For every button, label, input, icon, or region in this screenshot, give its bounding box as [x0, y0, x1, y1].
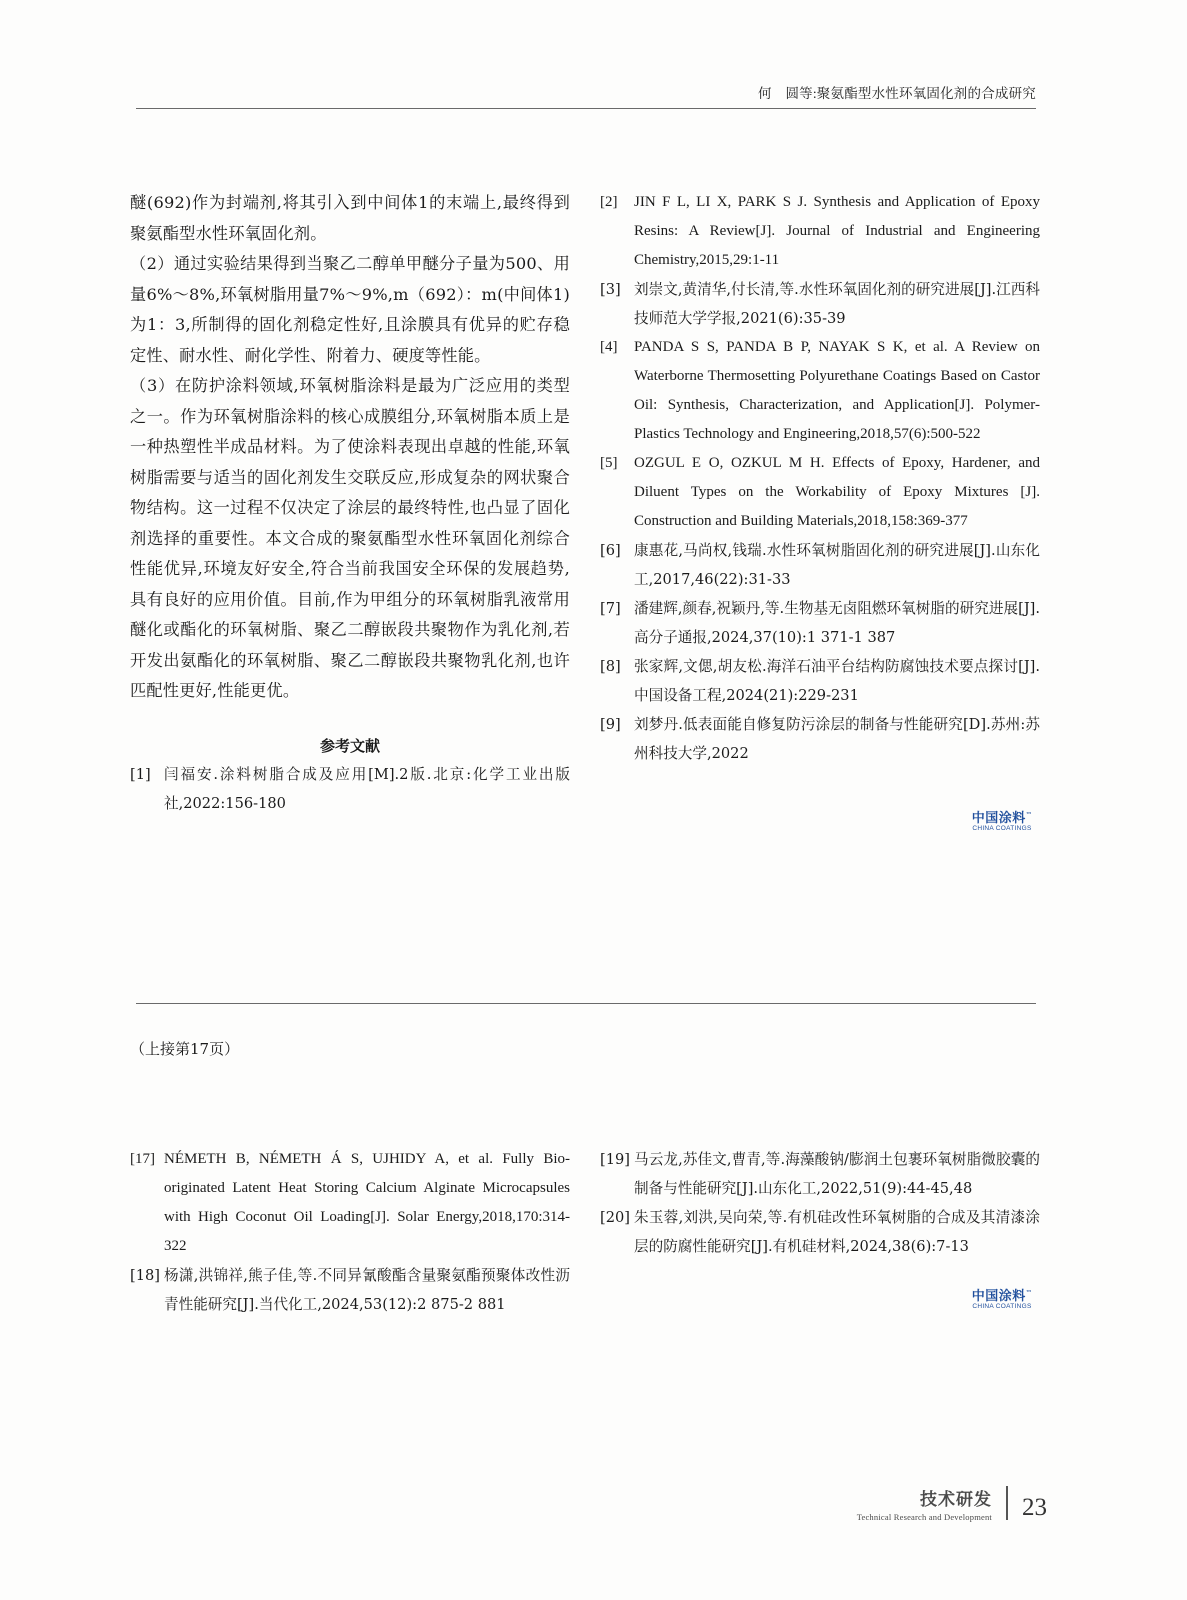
trademark-icon: ™ [1025, 811, 1033, 819]
reference-number: [17] [130, 1151, 155, 1167]
reference-number: [20] [600, 1209, 630, 1226]
reference-item [600, 333, 1040, 449]
continuation-right-column [600, 1145, 1040, 1261]
reference-text: 马云龙,苏佳文,曹青,等.海藻酸钠/膨润土包裹环氧树脂微胶囊的制备与性能研究[J].山东化工,2022,51(9):44-45,48 [634, 1151, 1040, 1197]
reference-item [130, 1145, 570, 1261]
reference-text: 康惠花,马尚权,钱瑞.水性环氧树脂固化剂的研究进展[J].山东化工,2017,46(22):31-33 [634, 542, 1040, 588]
watermark-cn: 中国涂料™ [971, 1289, 1033, 1304]
reference-number: [1] [130, 765, 151, 783]
watermark-cn: 中国涂料™ [971, 811, 1033, 826]
reference-number: [8] [600, 658, 621, 675]
reference-number: [19] [600, 1151, 630, 1168]
footer-section [857, 1485, 992, 1522]
paragraph: （2）通过实验结果得到当聚乙二醇单甲醚分子量为500、用量6%～8%,环氧树脂用量7%～9%,m（692）：m(中间体1)为1：3,所制得的固化剂稳定性好,且涂膜具有优异的贮存稳定性、耐水性、耐化学性、附着力、硬度等性能。 [130, 254, 570, 365]
reference-text: 朱玉蓉,刘洪,吴向荣,等.有机硅改性环氧树脂的合成及其清漆涂层的防腐性能研究[J].有机硅材料,2024,38(6):7-13 [634, 1209, 1040, 1255]
reference-text: NÉMETH B, NÉMETH Á S, UJHIDY A, et al. Fully Bio-originated Latent Heat Storing Calcium Alginate Microcapsules with High Coconut Oil Loading[J]. Solar Energy,2018,170:314-322 [164, 1151, 570, 1254]
page-number: 23 [1022, 1494, 1047, 1521]
left-column [130, 188, 570, 818]
paragraph: 醚(692)作为封端剂,将其引入到中间体1的末端上,最终得到聚氨酯型水性环氧固化剂。 [130, 193, 570, 243]
reference-text: 张家辉,文偲,胡友松.海洋石油平台结构防腐蚀技术要点探讨[J].中国设备工程,2024(21):229-231 [634, 658, 1040, 704]
watermark-en: CHINA COATINGS [972, 824, 1032, 832]
running-head-rule [136, 108, 1036, 109]
reference-number: [6] [600, 542, 621, 559]
reference-text: 刘梦丹.低表面能自修复防污涂层的制备与性能研究[D].苏州:苏州科技大学,2022 [634, 716, 1040, 762]
footer-divider [1006, 1486, 1008, 1520]
reference-item [600, 188, 1040, 275]
footer-section-cn: 技术研发 [920, 1490, 992, 1510]
reference-text: 闫福安.涂料树脂合成及应用[M].2版.北京:化学工业出版社,2022:156-180 [164, 765, 570, 812]
reference-item [130, 1261, 570, 1319]
reference-text: 刘崇文,黄清华,付长清,等.水性环氧固化剂的研究进展[J].江西科技师范大学学报,2021(6):35-39 [634, 281, 1040, 327]
watermark-logo [965, 1290, 1039, 1310]
continuation-note: （上接第17页） [130, 1040, 240, 1058]
footer-section-en: Technical Research and Development [856, 1512, 992, 1522]
continuation-left-column [130, 1145, 570, 1319]
reference-number: [18] [130, 1267, 160, 1284]
reference-text: OZGUL E O, OZKUL M H. Effects of Epoxy, Hardener, and Diluent Types on the Workability of Epoxy Mixtures [J]. Construction and Building Materials,2018,158:369-377 [634, 455, 1040, 529]
reference-item [600, 1203, 1040, 1261]
reference-item [600, 652, 1040, 710]
reference-item [600, 1145, 1040, 1203]
reference-item [600, 275, 1040, 333]
reference-item [600, 449, 1040, 536]
running-head: 何 圆等:聚氨酯型水性环氧固化剂的合成研究 [758, 86, 1036, 101]
reference-number: [2] [600, 194, 618, 210]
reference-item [130, 760, 570, 818]
reference-number: [5] [600, 455, 618, 471]
trademark-icon: ™ [1025, 1289, 1033, 1297]
reference-number: [7] [600, 600, 621, 617]
right-column [600, 188, 1040, 768]
watermark-en: CHINA COATINGS [972, 1302, 1032, 1310]
reference-item [600, 710, 1040, 768]
section-divider [136, 1003, 1036, 1004]
paragraph: （3）在防护涂料领域,环氧树脂涂料是最为广泛应用的类型之一。作为环氧树脂涂料的核心成膜组分,环氧树脂本质上是一种热塑性半成品材料。为了使涂料表现出卓越的性能,环氧树脂需要与适当的固化剂发生交联反应,形成复杂的网状聚合物结构。这一过程不仅决定了涂层的最终特性,也凸显了固化剂选择的重要性。本文合成的聚氨酯型水性环氧固化剂综合性能优异,环境友好安全,符合当前我国安全环保的发展趋势,具有良好的应用价值。目前,作为甲组分的环氧树脂乳液常用醚化或酯化的环氧树脂、聚乙二醇嵌段共聚物作为乳化剂,若开发出氨酯化的环氧树脂、聚乙二醇嵌段共聚物乳化剂,也许匹配性更好,性能更优。 [130, 376, 570, 700]
reference-number: [3] [600, 281, 621, 298]
reference-number: [4] [600, 339, 618, 355]
reference-text: 潘建辉,颜春,祝颖丹,等.生物基无卤阻燃环氧树脂的研究进展[J].高分子通报,2024,37(10):1 371-1 387 [634, 600, 1040, 646]
reference-item [600, 536, 1040, 594]
reference-number: [9] [600, 716, 621, 733]
reference-text: PANDA S S, PANDA B P, NAYAK S K, et al. A Review on Waterborne Thermosetting Polyurethane Coatings Based on Castor Oil: Synthesis, Characterization, and Application[J]. Polymer-Plastics Technology and Engineering,2018,57(6):500-522 [634, 339, 1040, 442]
page-footer [857, 1485, 1047, 1522]
reference-item [600, 594, 1040, 652]
watermark-logo [965, 812, 1039, 832]
reference-text: JIN F L, LI X, PARK S J. Synthesis and Application of Epoxy Resins: A Review[J]. Journal of Industrial and Engineering Chemistry,2015,29:1-11 [634, 194, 1040, 268]
reference-text: 杨潇,洪锦祥,熊子佳,等.不同异氰酸酯含量聚氨酯预聚体改性沥青性能研究[J].当代化工,2024,53(12):2 875-2 881 [164, 1267, 570, 1313]
references-heading: 参考文献 [319, 736, 380, 755]
